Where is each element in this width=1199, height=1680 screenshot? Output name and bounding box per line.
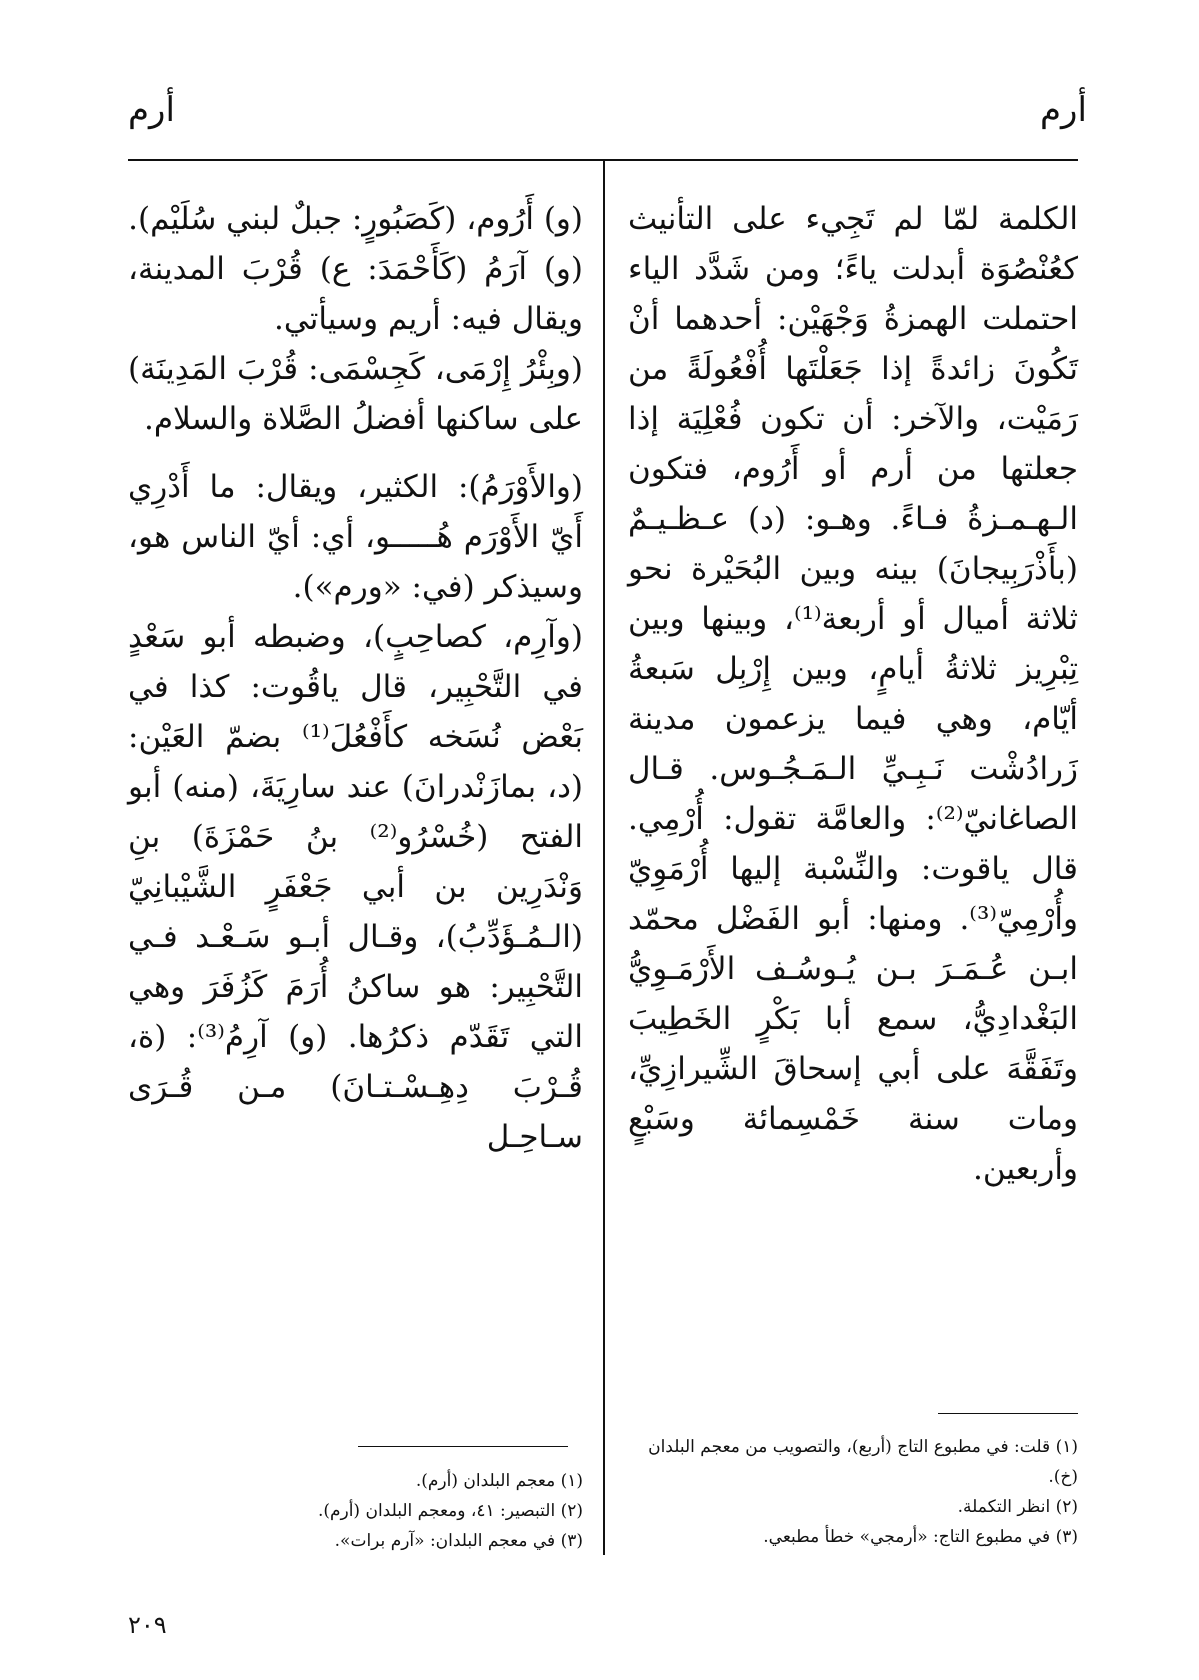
footnotes-left (128, 1466, 583, 1556)
footnote: (١) قلت: في مطبوع التاج (أربع)، والتصويب من معجم البلدان (خ). (648, 1437, 1078, 1487)
right-column-text (628, 194, 1078, 1194)
footnotes-right (628, 1432, 1078, 1552)
paragraph: الكلمة لمّا لم تَجِيء على التأنيث كعُنْصُوَة أبدلت ياءً؛ ومن شَدَّد الياء احتملت الهمزةُ وَجْهَيْن: أحدهما أنْ تَكُونَ زائدةً إذا جَعَلْتَها أُفْعُولَةً من رَمَيْت، والآخر: أن تكون فُعْلِيَة إذا جعلتها من أرم أو أَرُوم، فتكون الـهـمـزةُ فـاءً. وهـو: (د) عـظـيـمٌ (بأَذْرَبِيجانَ) بينه وبين البُحَيْرة نحو ثلاثة أميال أو أربعة⁽¹⁾، وبينها وبين تِبْرِيز ثلاثةُ أيامٍ، وبين إِرْبِل سَبعةُ أيّام، وهي فيما يزعمون مدينة زَرادُشْت نَـبِـيِّ الـمَـجُـوس. قـال الصاغانيّ⁽²⁾: والعامَّة تقول: أُرْمِي. قال ياقوت: والنِّسْبة إليها أُرْمَوِيّ وأُرْمِيّ⁽³⁾. ومنها: أبو الفَضْل محمّد ابـن عُـمَـرَ بـن يُـوسُـف الأَرْمَـوِيُّ البَغْدادِيُّ، سمع أبا بَكْرٍ الخَطِيبَ وتَفَقَّهَ على أبي إسحاقَ الشِّيرازِيِّ، ومات سنة خَمْسِمائة وسَبْعٍ وأربعين. (628, 201, 1078, 1187)
paragraph: (والأَوْرَمُ): الكثير، ويقال: ما أَدْرِي أَيّ الأَوْرَم هُـــــو، أي: أيّ الناس هو، وسيذكر (في: «ورم»). (128, 469, 583, 605)
footnote: (٣) في معجم البلدان: «آرم برات». (334, 1531, 583, 1551)
footnote: (٣) في مطبوع التاج: «أرمجي» خطأ مطبعي. (763, 1527, 1078, 1547)
paragraph: (وآرِم، كصاحِبٍ)، وضبطه أبو سَعْدٍ في التَّحْبِير، قال ياقُوت: كذا في بَعْض نُسَخه كأَفْعُلَ⁽¹⁾ بضمّ العَيْن: (د، بمازَنْدرانَ) عند سارِيَةَ، (منه) أبو الفتح (خُسْرُو⁽²⁾ بنُ حَمْزَةَ) بنِ وَنْدَرِين بن أبي جَعْفَرٍ الشَّيْبانِيّ (الـمُـؤَدِّبُ)، وقـال أبـو سَـعْـد فـي التَّحْبِير: هو ساكنُ أُرَمَ كَزُفَرَ وهي التي تَقَدّم ذكرُها. (و) آرِمُ⁽³⁾: (ة، قُـرْبَ دِهِـسْـتـانَ) مـن قُـرَى سـاحِـل (128, 619, 584, 1155)
paragraph: (و) أَرُوم، (كَصَبُورٍ: جبلٌ لبني سُلَيْم). (128, 201, 583, 237)
paragraph: (وبِئْرُ إِرْمَى، كَجِسْمَى: قُرْبَ المَدِينَة) على ساكنها أفضلُ الصَّلاة والسلام. (128, 351, 583, 437)
footnote: (١) معجم البلدان (أرم). (415, 1471, 583, 1491)
paragraph: (و) آرَمُ (كَأَحْمَدَ: ع) قُرْبَ المدينة، ويقال فيه: أريم وسيأتي. (128, 251, 583, 337)
footnote: (٢) انظر التكملة. (957, 1497, 1078, 1517)
left-column-text (128, 194, 583, 1162)
running-header-right: أرم (1040, 90, 1087, 130)
page-number: ٢٠٩ (128, 1611, 167, 1639)
footnote-rule-left (358, 1446, 568, 1447)
column-divider (603, 160, 605, 1555)
running-header-left: أرم (128, 90, 175, 130)
footnote-rule-right (938, 1413, 1078, 1414)
footnote: (٢) التبصير: ٤١، ومعجم البلدان (أرم). (317, 1501, 583, 1521)
